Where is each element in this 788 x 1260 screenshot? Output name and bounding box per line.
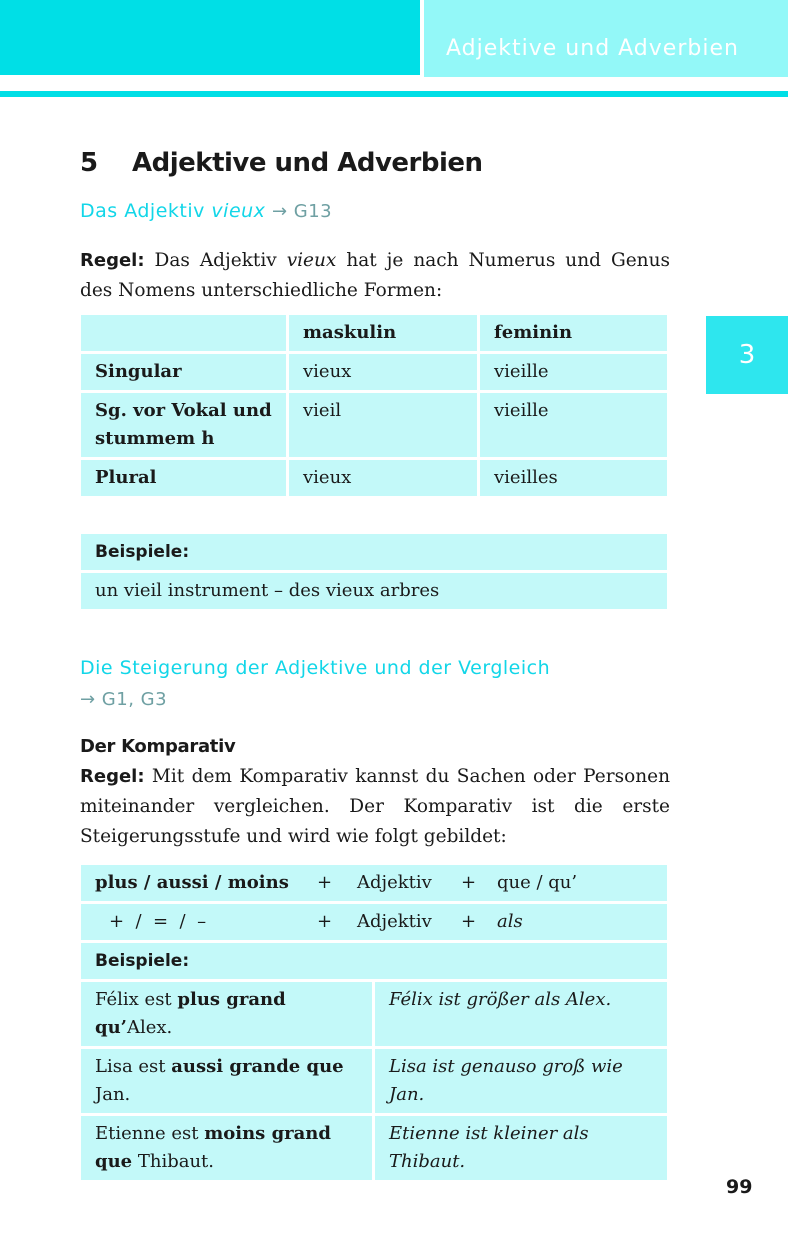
chapter-tab[interactable]: 3 <box>706 316 788 394</box>
table-row <box>80 1048 669 1115</box>
running-title: Adjektive und Adverbien <box>446 36 739 61</box>
table-row: Plural vieux vieilles <box>80 459 669 498</box>
page-number: 99 <box>726 1176 753 1198</box>
examples-box-vieux <box>78 531 670 612</box>
formula-row-fr: plus / aussi / moins + Adjektiv + que / qu’ <box>80 864 669 903</box>
column-header: maskulin <box>288 314 479 353</box>
section-heading-steigerung: Die Steigerung der Adjektive und der Vergleich <box>80 657 551 679</box>
header-divider <box>0 91 788 97</box>
examples-label: Beispiele: <box>80 942 669 981</box>
subheading-komparativ: Der Komparativ <box>80 736 236 757</box>
examples-label: Beispiele: <box>80 533 669 572</box>
example-de: Félix ist größer als Alex. <box>374 981 669 1048</box>
formula-row-de: + / = / – + Adjektiv + als <box>80 903 669 942</box>
rule-paragraph-komparativ: Regel: Mit dem Komparativ kannst du Sachen oder Personen miteinander vergleichen. Der Komparativ ist die erste Steigerungsstufe und wird wie folgt gebildet: <box>80 766 670 847</box>
table-row <box>80 981 669 1048</box>
column-header: feminin <box>479 314 669 353</box>
table-header-row <box>80 314 669 353</box>
example-text: un vieil instrument – des vieux arbres <box>80 572 669 611</box>
rule-paragraph-vieux: Regel: Das Adjektiv vieux hat je nach Numerus und Genus des Nomens unterschiedliche Formen: <box>80 250 670 301</box>
vieux-forms-table <box>78 312 670 499</box>
example-fr: Etienne est moins grand que Thibaut. <box>80 1115 374 1182</box>
example-de: Lisa ist genauso groß wie Jan. <box>374 1048 669 1115</box>
komparativ-table <box>78 862 670 1183</box>
grammar-reference-link[interactable]: → G13 <box>271 201 333 222</box>
example-fr: Félix est plus grand qu’Alex. <box>80 981 374 1048</box>
chapter-number: 5 <box>80 148 98 178</box>
table-row: Sg. vor Vokal und stummem h vieil vieille <box>80 392 669 459</box>
example-de: Etienne ist kleiner als Thibaut. <box>374 1115 669 1182</box>
chapter-title <box>80 148 483 178</box>
chapter-title-text: Adjektive und Adverbien <box>132 148 483 178</box>
grammar-reference-link[interactable]: → G1, G3 <box>80 689 168 710</box>
section-heading-vieux: Das Adjektiv vieux → G13 <box>80 200 333 222</box>
table-row <box>80 1115 669 1182</box>
header-bar-left <box>0 0 420 75</box>
example-fr: Lisa est aussi grande que Jan. <box>80 1048 374 1115</box>
table-row: Singular vieux vieille <box>80 353 669 392</box>
